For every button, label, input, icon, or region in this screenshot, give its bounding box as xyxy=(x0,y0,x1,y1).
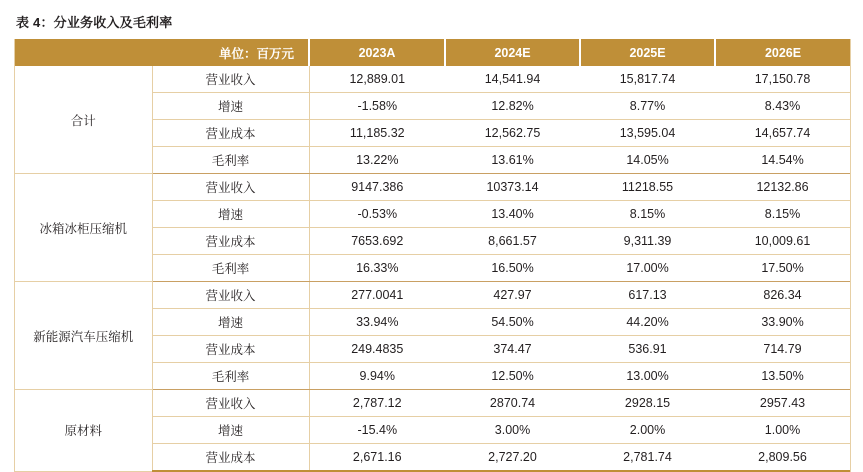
header-year-2026e: 2026E xyxy=(715,39,850,66)
row-label: 增速 xyxy=(152,93,309,120)
cell-value: 12,889.01 xyxy=(309,66,445,93)
row-label: 营业成本 xyxy=(152,336,309,363)
cell-value: 10,009.61 xyxy=(715,228,850,255)
cell-value: 54.50% xyxy=(445,309,580,336)
header-year-2023a: 2023A xyxy=(309,39,445,66)
cell-value: 9.94% xyxy=(309,363,445,390)
row-label: 营业成本 xyxy=(152,444,309,472)
row-label: 毛利率 xyxy=(152,255,309,282)
row-label: 毛利率 xyxy=(152,147,309,174)
cell-value: 13.22% xyxy=(309,147,445,174)
cell-value: 13.00% xyxy=(580,363,715,390)
cell-value: 2,787.12 xyxy=(309,390,445,417)
cell-value: 2,809.56 xyxy=(715,444,850,472)
cell-value: 16.50% xyxy=(445,255,580,282)
table-row xyxy=(15,390,850,417)
cell-value: 8.43% xyxy=(715,93,850,120)
cell-value: 12,562.75 xyxy=(445,120,580,147)
cell-value: 14,657.74 xyxy=(715,120,850,147)
cell-value: 11,185.32 xyxy=(309,120,445,147)
cell-value: 14,541.94 xyxy=(445,66,580,93)
table-row xyxy=(15,66,850,93)
table-header xyxy=(15,39,850,66)
cell-value: 17,150.78 xyxy=(715,66,850,93)
cell-value: 44.20% xyxy=(580,309,715,336)
cell-value: 374.47 xyxy=(445,336,580,363)
cell-value: 277.0041 xyxy=(309,282,445,309)
cell-value: 10373.14 xyxy=(445,174,580,201)
group-name-nev-compressor: 新能源汽车压缩机 xyxy=(15,282,152,390)
cell-value: 14.05% xyxy=(580,147,715,174)
cell-value: 9147.386 xyxy=(309,174,445,201)
cell-value: -0.53% xyxy=(309,201,445,228)
cell-value: 427.97 xyxy=(445,282,580,309)
cell-value: 13.50% xyxy=(715,363,850,390)
group-name-fridge-compressor: 冰箱冰柜压缩机 xyxy=(15,174,152,282)
cell-value: 14.54% xyxy=(715,147,850,174)
cell-value: 2,727.20 xyxy=(445,444,580,472)
financial-table xyxy=(15,39,850,472)
cell-value: 11218.55 xyxy=(580,174,715,201)
cell-value: 2870.74 xyxy=(445,390,580,417)
table-row xyxy=(15,174,850,201)
cell-value: 8,661.57 xyxy=(445,228,580,255)
cell-value: 17.50% xyxy=(715,255,850,282)
cell-value: 13.40% xyxy=(445,201,580,228)
cell-value: 714.79 xyxy=(715,336,850,363)
row-label: 营业收入 xyxy=(152,282,309,309)
header-row xyxy=(15,39,850,66)
row-label: 增速 xyxy=(152,201,309,228)
cell-value: 12132.86 xyxy=(715,174,850,201)
cell-value: 8.77% xyxy=(580,93,715,120)
cell-value: 8.15% xyxy=(580,201,715,228)
row-label: 增速 xyxy=(152,309,309,336)
row-label: 营业收入 xyxy=(152,174,309,201)
row-label: 营业成本 xyxy=(152,120,309,147)
row-label: 营业收入 xyxy=(152,66,309,93)
cell-value: 33.94% xyxy=(309,309,445,336)
row-label: 增速 xyxy=(152,417,309,444)
cell-value: 15,817.74 xyxy=(580,66,715,93)
cell-value: 617.13 xyxy=(580,282,715,309)
cell-value: 2,671.16 xyxy=(309,444,445,472)
cell-value: 33.90% xyxy=(715,309,850,336)
cell-value: 2,781.74 xyxy=(580,444,715,472)
cell-value: 3.00% xyxy=(445,417,580,444)
cell-value: -15.4% xyxy=(309,417,445,444)
cell-value: 249.4835 xyxy=(309,336,445,363)
header-unit-label: 单位：百万元 xyxy=(15,39,309,66)
row-label: 营业收入 xyxy=(152,390,309,417)
group-name-raw-material: 原材料 xyxy=(15,390,152,472)
cell-value: 12.50% xyxy=(445,363,580,390)
row-label: 毛利率 xyxy=(152,363,309,390)
cell-value: 536.91 xyxy=(580,336,715,363)
table-wrapper xyxy=(14,39,851,472)
cell-value: 13,595.04 xyxy=(580,120,715,147)
cell-value: 17.00% xyxy=(580,255,715,282)
header-year-2024e: 2024E xyxy=(445,39,580,66)
cell-value: 13.61% xyxy=(445,147,580,174)
cell-value: 2.00% xyxy=(580,417,715,444)
row-label: 营业成本 xyxy=(152,228,309,255)
cell-value: 2957.43 xyxy=(715,390,850,417)
cell-value: 2928.15 xyxy=(580,390,715,417)
cell-value: 16.33% xyxy=(309,255,445,282)
table-caption: 表 4：分业务收入及毛利率 xyxy=(16,15,173,30)
cell-value: 7653.692 xyxy=(309,228,445,255)
group-name-total: 合计 xyxy=(15,66,152,174)
cell-value: 9,311.39 xyxy=(580,228,715,255)
cell-value: -1.58% xyxy=(309,93,445,120)
cell-value: 1.00% xyxy=(715,417,850,444)
table-row xyxy=(15,282,850,309)
cell-value: 12.82% xyxy=(445,93,580,120)
cell-value: 8.15% xyxy=(715,201,850,228)
table-body xyxy=(15,66,850,471)
cell-value: 826.34 xyxy=(715,282,850,309)
header-year-2025e: 2025E xyxy=(580,39,715,66)
